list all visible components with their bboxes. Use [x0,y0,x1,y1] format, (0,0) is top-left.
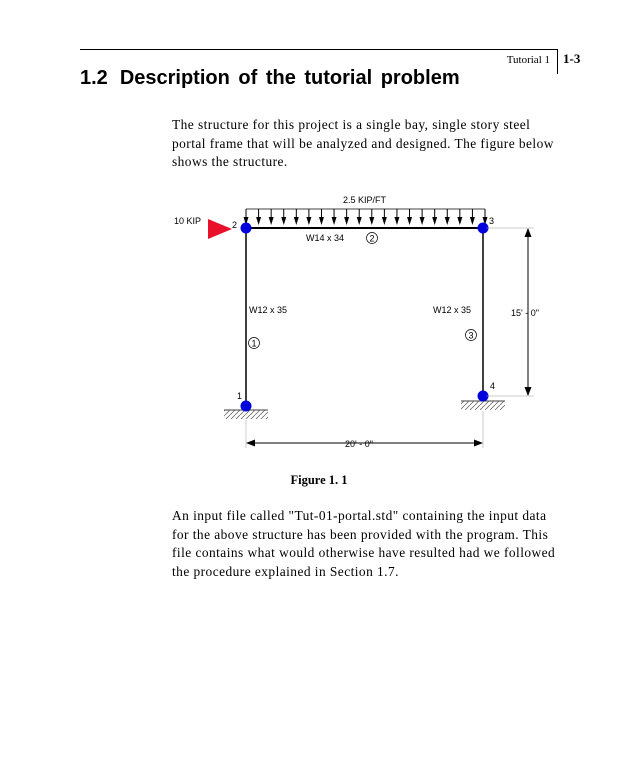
figure-caption: Figure 1. 1 [290,473,348,487]
distributed-load-arrow [294,209,299,225]
input-file-paragraph: An input file called "Tut-01-portal.std" containing the input data for the above structure has been provided with the program. This file contains what would otherwise have resulted had we followed the procedure explained in Section 1.7. [172,508,556,579]
point-load-arrow [208,219,232,239]
section-heading [80,67,460,90]
node-4-label: 4 [490,381,496,391]
distributed-load-arrow [369,209,374,225]
distributed-load-arrow [357,209,362,225]
node-1-label: 1 [237,391,243,401]
distributed-load-arrow [306,209,311,225]
distributed-load [244,209,488,225]
page-number: 1-3 [563,51,581,66]
right-support [461,401,505,410]
distributed-load-arrow [457,209,462,225]
distributed-load-arrow [319,209,324,225]
distributed-load-arrow [382,209,387,225]
height-dimension-label: 15' - 0" [511,308,539,318]
distributed-load-arrow [432,209,437,225]
node-1 [241,401,252,412]
distributed-load-arrow [281,209,286,225]
distributed-load-arrow [420,209,425,225]
intro-paragraph: The structure for this project is a single bay, single story steel portal frame that will be analyzed and designed. The figure below shows the structure. [172,117,554,170]
member-1-label: 1 [251,338,257,349]
distributed-load-arrow [445,209,450,225]
beam-section-label: W14 x 34 [306,233,345,243]
left-column-section-label: W12 x 35 [249,305,288,315]
point-load-label: 10 KIP [174,216,202,226]
node-2-label: 2 [232,220,238,230]
section-number: 1.2 [80,67,108,89]
distributed-load-arrow [269,209,274,225]
node-2 [241,223,252,234]
distributed-load-arrow [344,209,349,225]
member-2-label: 2 [369,233,375,244]
distributed-load-arrow [394,209,399,225]
distributed-load-arrow [470,209,475,225]
width-dimension-label: 20' - 0" [345,439,373,449]
header-tick [557,49,558,74]
node-3-label: 3 [489,216,495,226]
distributed-load-label: 2.5 KIP/FT [343,195,387,205]
member-3-label: 3 [468,330,474,341]
header-rule [80,49,558,50]
right-column-section-label: W12 x 35 [433,305,472,315]
section-title: Description of the tutorial problem [119,67,460,89]
distributed-load-arrow [256,209,261,225]
running-head: Tutorial 1 [506,54,550,66]
distributed-load-arrow [332,209,337,225]
distributed-load-arrow [407,209,412,225]
portal-frame-figure [160,180,560,465]
point-load-arrowhead [208,219,232,239]
